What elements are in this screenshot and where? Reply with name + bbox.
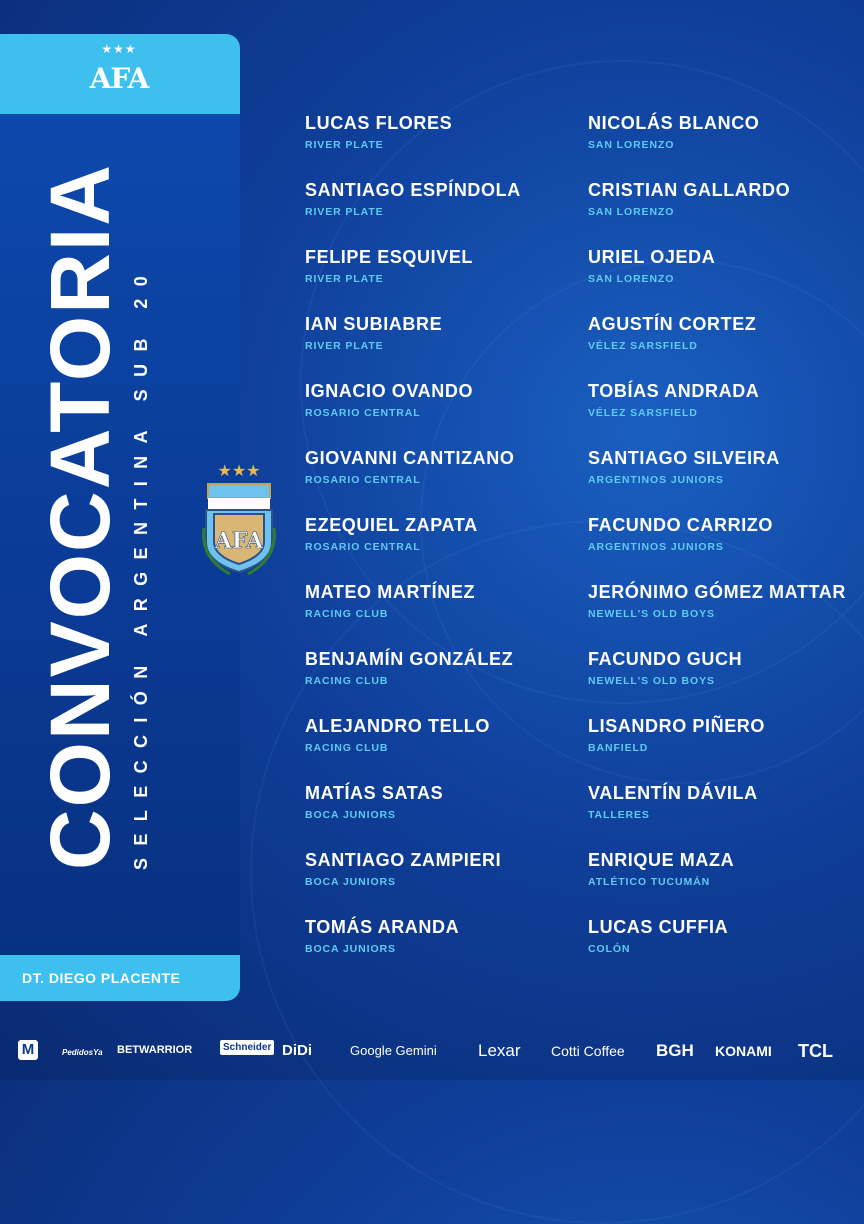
- player-club: SAN LORENZO: [588, 273, 675, 285]
- player-item: [305, 112, 521, 179]
- player-club: RACING CLUB: [305, 608, 389, 620]
- player-item: [305, 380, 521, 447]
- player-item: [588, 380, 846, 447]
- player-item: [588, 782, 846, 849]
- player-club: RIVER PLATE: [305, 273, 384, 285]
- player-item: [588, 916, 846, 983]
- player-club: RIVER PLATE: [305, 206, 384, 218]
- page-title: CONVOCATORIA: [33, 163, 127, 870]
- player-item: [588, 313, 846, 380]
- sponsor-bar: [0, 1036, 864, 1072]
- player-item: [305, 648, 521, 715]
- player-item: [588, 514, 846, 581]
- crest-text: AFA: [214, 528, 264, 554]
- player-item: [305, 246, 521, 313]
- player-club: COLÓN: [588, 943, 631, 955]
- konami-logo: KONAMI: [715, 1043, 772, 1059]
- player-name: BENJAMÍN GONZÁLEZ: [305, 649, 514, 669]
- google-gemini-logo: Google Gemini: [350, 1043, 437, 1058]
- player-club: BOCA JUNIORS: [305, 809, 396, 821]
- player-club: RIVER PLATE: [305, 340, 384, 352]
- player-item: [305, 313, 521, 380]
- player-item: [588, 112, 846, 179]
- player-item: [588, 648, 846, 715]
- player-item: [588, 179, 846, 246]
- betwarrior-logo: BETWARRIOR: [117, 1044, 193, 1056]
- player-name: CRISTIAN GALLARDO: [588, 180, 791, 200]
- player-item: [588, 715, 846, 782]
- tcl-logo: TCL: [798, 1041, 833, 1061]
- player-name: FACUNDO CARRIZO: [588, 515, 773, 535]
- page-subtitle: SELECCIÓN ARGENTINA SUB 20: [131, 263, 151, 870]
- player-name: MATEO MARTÍNEZ: [305, 582, 476, 602]
- coach-label: DT. DIEGO PLACENTE: [22, 970, 181, 986]
- player-club: RACING CLUB: [305, 675, 389, 687]
- players-column-right: [588, 112, 846, 983]
- player-name: LUCAS FLORES: [305, 113, 453, 133]
- player-club: TALLERES: [588, 809, 650, 821]
- player-name: TOMÁS ARANDA: [305, 917, 460, 937]
- player-name: VALENTÍN DÁVILA: [588, 783, 758, 803]
- player-club: ATLÉTICO TUCUMÁN: [588, 876, 711, 888]
- player-club: VÉLEZ SARSFIELD: [588, 340, 698, 352]
- player-name: EZEQUIEL ZAPATA: [305, 515, 478, 535]
- player-club: ROSARIO CENTRAL: [305, 541, 421, 553]
- afa-crest-icon: [200, 458, 278, 576]
- player-name: LUCAS CUFFIA: [588, 917, 729, 937]
- player-item: [305, 447, 521, 514]
- player-item: [588, 581, 846, 648]
- player-item: [305, 179, 521, 246]
- players-column-left: [305, 112, 521, 983]
- cotti-coffee-logo: Cotti Coffee: [551, 1043, 625, 1059]
- player-item: [588, 447, 846, 514]
- player-name: IAN SUBIABRE: [305, 314, 443, 334]
- player-club: ROSARIO CENTRAL: [305, 474, 421, 486]
- didi-logo: DiDi: [282, 1042, 312, 1059]
- player-item: [305, 916, 521, 983]
- schneider-logo: Schneider: [220, 1040, 274, 1055]
- player-club: RACING CLUB: [305, 742, 389, 754]
- pedidosya-logo: PedidosYa: [62, 1048, 103, 1057]
- player-name: URIEL OJEDA: [588, 247, 716, 267]
- player-club: BOCA JUNIORS: [305, 876, 396, 888]
- player-club: VÉLEZ SARSFIELD: [588, 407, 698, 419]
- player-club: SAN LORENZO: [588, 206, 675, 218]
- player-name: MATÍAS SATAS: [305, 783, 444, 803]
- player-name: GIOVANNI CANTIZANO: [305, 448, 515, 468]
- player-name: FACUNDO GUCH: [588, 649, 743, 669]
- player-name: SANTIAGO ZAMPIERI: [305, 850, 502, 870]
- player-club: NEWELL'S OLD BOYS: [588, 675, 715, 687]
- lexar-logo: Lexar: [478, 1041, 521, 1060]
- player-name: LISANDRO PIÑERO: [588, 716, 766, 736]
- player-name: AGUSTÍN CORTEZ: [588, 314, 757, 334]
- bgh-logo: BGH: [656, 1041, 694, 1060]
- player-name: IGNACIO OVANDO: [305, 381, 474, 401]
- player-item: [305, 715, 521, 782]
- player-club: RIVER PLATE: [305, 139, 384, 151]
- player-name: TOBÍAS ANDRADA: [588, 381, 760, 401]
- player-club: NEWELL'S OLD BOYS: [588, 608, 715, 620]
- player-name: ALEJANDRO TELLO: [305, 716, 491, 736]
- player-item: [588, 849, 846, 916]
- player-club: BANFIELD: [588, 742, 649, 754]
- player-item: [305, 581, 521, 648]
- player-club: BOCA JUNIORS: [305, 943, 396, 955]
- player-club: ARGENTINOS JUNIORS: [588, 474, 724, 486]
- crest-stars: ★★★: [217, 461, 261, 480]
- player-item: [305, 514, 521, 581]
- player-name: JERÓNIMO GÓMEZ MATTAR: [588, 582, 846, 602]
- afa-logo: AFA: [89, 62, 149, 95]
- player-item: [305, 782, 521, 849]
- player-club: ARGENTINOS JUNIORS: [588, 541, 724, 553]
- player-club: ROSARIO CENTRAL: [305, 407, 421, 419]
- player-club: SAN LORENZO: [588, 139, 675, 151]
- player-name: SANTIAGO SILVEIRA: [588, 448, 780, 468]
- player-item: [588, 246, 846, 313]
- player-name: SANTIAGO ESPÍNDOLA: [305, 180, 521, 200]
- player-item: [305, 849, 521, 916]
- afa-stars-icon: ★★★: [101, 42, 137, 56]
- mcdonalds-logo: M: [18, 1040, 38, 1060]
- player-name: NICOLÁS BLANCO: [588, 113, 760, 133]
- player-name: FELIPE ESQUIVEL: [305, 247, 474, 267]
- player-name: ENRIQUE MAZA: [588, 850, 735, 870]
